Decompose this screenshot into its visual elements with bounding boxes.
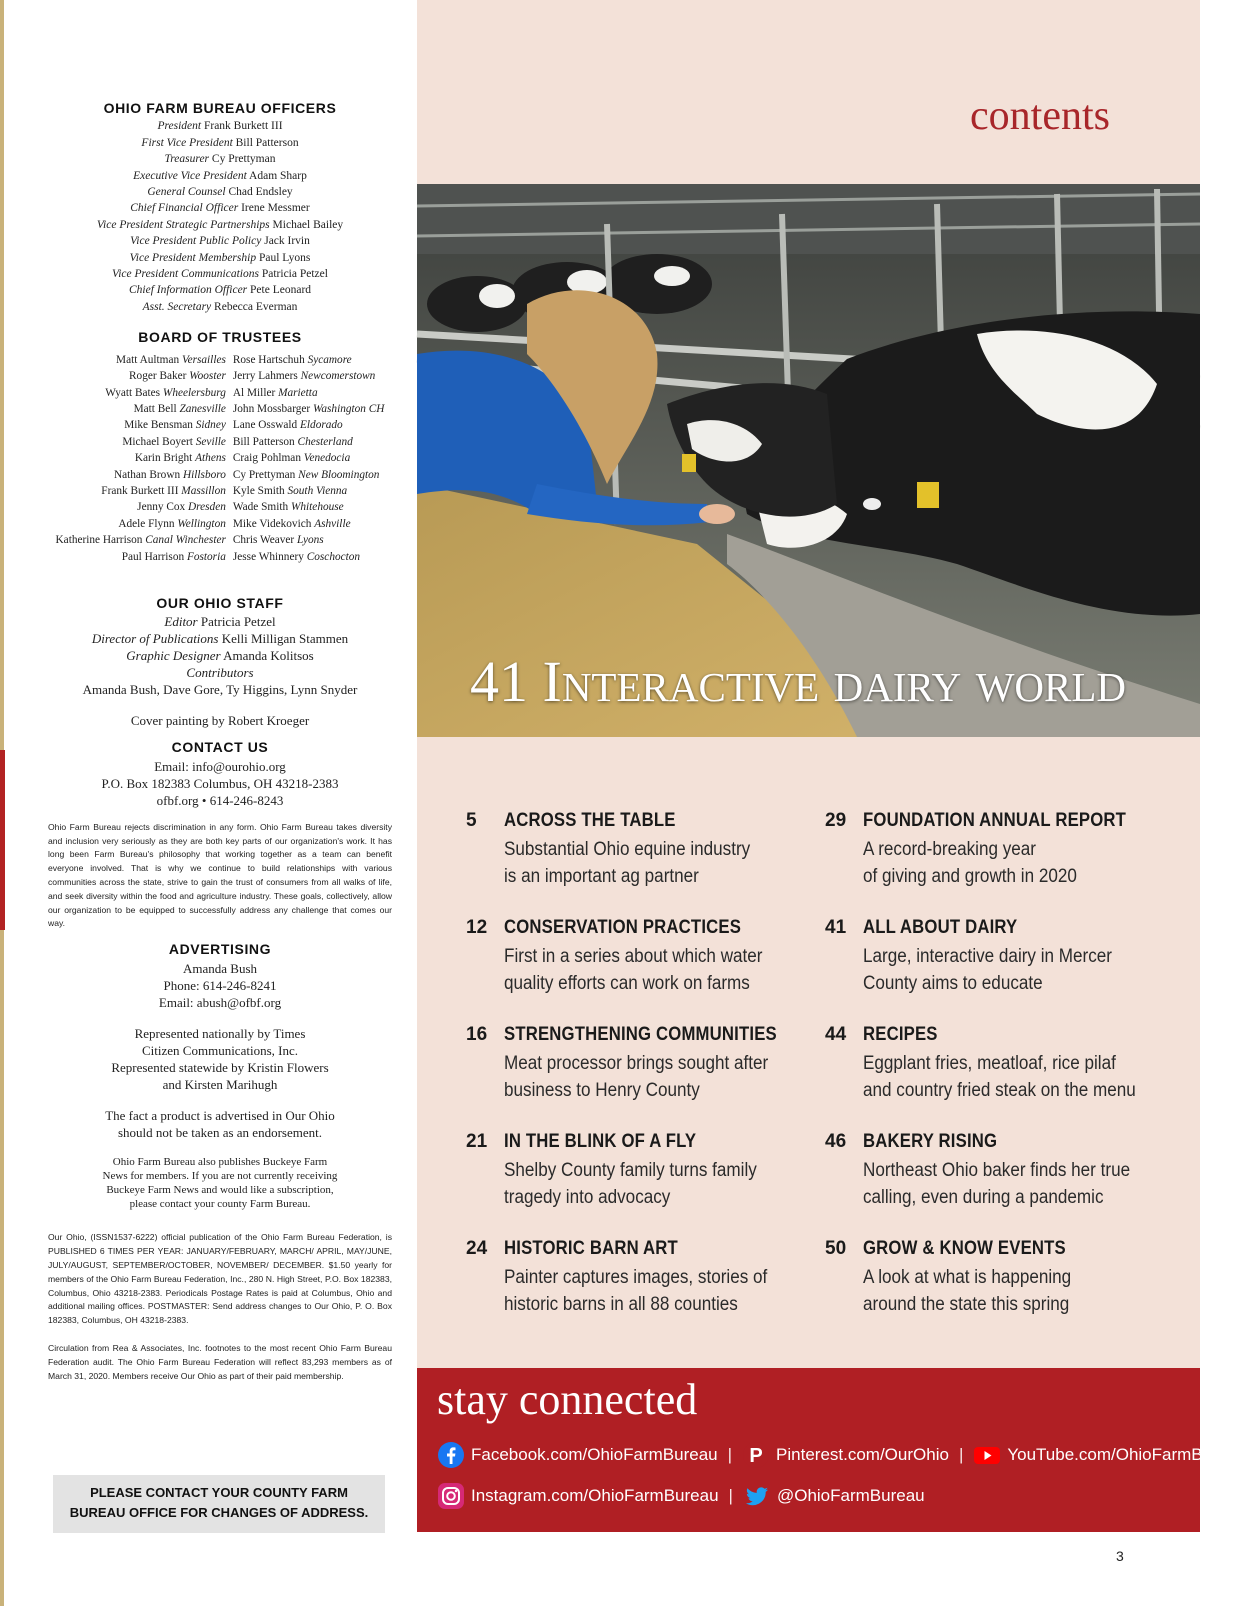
trustee-name: John Mossbarger: [232, 402, 311, 415]
toc-description: [504, 1264, 767, 1318]
toc-description: [863, 1264, 1071, 1318]
trustee-name: Chris Weaver: [232, 534, 295, 547]
toc-description: [504, 1050, 768, 1104]
photo-caption: [470, 648, 1126, 715]
toc-description-line: Northeast Ohio baker finds her true: [863, 1160, 1131, 1181]
toc-page-number: 16: [466, 1024, 488, 1045]
pubs-name: Kelli Milligan Stammen: [221, 631, 349, 647]
officers-list: [40, 118, 400, 315]
toc-description: [504, 943, 763, 997]
trustee-name: Wyatt Bates: [105, 386, 161, 399]
toc-description-line: A record-breaking year: [863, 839, 1036, 860]
trustee-name: Nathan Brown: [113, 468, 181, 481]
trustee-town: Lyons: [297, 534, 324, 547]
officer-line: [40, 233, 400, 249]
buckeye-line: News for members. If you are not currently receiving: [102, 1169, 338, 1182]
trustee-town: Eldorado: [300, 419, 343, 432]
youtube-link[interactable]: [973, 1441, 1246, 1469]
toc-description-line: is an important ag partner: [504, 866, 699, 887]
trustees-list: [40, 352, 400, 565]
notice-line: PLEASE CONTACT YOUR COUNTY FARM: [90, 1485, 348, 1500]
trustee-name: Wade Smith: [232, 501, 289, 514]
trustee-name: Craig Pohlman: [232, 452, 301, 465]
address-change-notice: [53, 1475, 385, 1533]
page-edge-accent: [0, 750, 5, 930]
trustee-entry: [56, 467, 226, 483]
facebook-icon: [437, 1441, 465, 1469]
buckeye-line: Buckeye Farm News and would like a subscription,: [106, 1183, 334, 1196]
officer-role: Executive Vice President: [133, 169, 247, 182]
toc-page-number: 41: [825, 917, 847, 938]
photo-caption-text: Interactive dairy world: [542, 649, 1127, 714]
trustee-town: Seville: [195, 435, 226, 448]
separator: |: [727, 1445, 733, 1464]
officer-name: Adam Sharp: [249, 169, 307, 182]
officer-name: Jack Irvin: [264, 235, 310, 248]
trustee-name: Paul Harrison: [121, 550, 185, 563]
endorsement-line: should not be taken as an endorsement.: [118, 1124, 322, 1140]
publication-statement: Our Ohio, (ISSN1537-6222) official publication of the Ohio Farm Bureau Federation, is PUBLISHED 6 TIMES PER YEAR: JANUARY/FEBRUARY, MARCH/ APRIL, MAY/JUNE, JULY/AUGUST, SEPTEMBER/OCTOBER, NOVEMBER/ DECEMBER. $1.50 yearly for members of the Ohio Farm Bureau Federation, Inc., 280 N. High Street, P.O. Box 182383, Columbus, Ohio 43218-2383. Periodicals Postage Rates is paid at Columbus, Ohio and additional mailing offices. POSTMASTER: Send address changes to Our Ohio, P. O. Box 182383, Columbus, OH 43218-2383.: [48, 1232, 392, 1326]
officer-line: [40, 250, 400, 266]
endorsement-line: The fact a product is advertised in Our Ohio: [105, 1107, 335, 1123]
trustee-entry: [56, 385, 226, 401]
trustee-entry: [56, 368, 226, 384]
twitter-icon: [743, 1482, 771, 1510]
toc-heading: IN THE BLINK OF A FLY: [504, 1131, 697, 1152]
toc-description: [504, 836, 750, 890]
trustee-entry: [56, 549, 226, 565]
social-row-2: [437, 1482, 925, 1510]
officer-name: Irene Messmer: [241, 202, 310, 215]
officer-line: [40, 299, 400, 315]
toc-description-line: Painter captures images, stories of: [504, 1267, 768, 1288]
contributors-label: Contributors: [186, 665, 254, 681]
trustee-entry: [56, 352, 226, 368]
notice-line: BUREAU OFFICE FOR CHANGES OF ADDRESS.: [69, 1505, 369, 1520]
officer-line: [40, 266, 400, 282]
advertising-title: ADVERTISING: [168, 941, 272, 958]
officers-title: OHIO FARM BUREAU OFFICERS: [103, 100, 337, 116]
trustee-town: Hillsboro: [182, 468, 226, 481]
advertising-block: [40, 960, 400, 1011]
trustee-entry: [56, 532, 226, 548]
trustee-name: Cy Prettyman: [232, 468, 296, 481]
toc-heading: HISTORIC BARN ART: [504, 1238, 678, 1259]
trustee-town: New Bloomington: [298, 468, 380, 481]
toc-description-line: Eggplant fries, meatloaf, rice pilaf: [863, 1053, 1116, 1074]
trustee-entry: [233, 434, 385, 450]
toc-description-line: A look at what is happening: [863, 1267, 1072, 1288]
trustee-town: Canal Winchester: [145, 534, 226, 547]
toc-page-number: 29: [825, 810, 847, 831]
toc-heading: RECIPES: [863, 1024, 938, 1045]
pinterest-label: Pinterest.com/OurOhio: [776, 1445, 949, 1464]
trustee-town: Ashville: [314, 517, 351, 530]
trustee-name: Bill Patterson: [232, 435, 295, 448]
toc-description: [863, 1050, 1136, 1104]
toc-description-line: quality efforts can work on farms: [504, 973, 750, 994]
trustee-entry: [233, 499, 385, 515]
photo-caption-number: 41: [470, 649, 528, 714]
toc-description-line: calling, even during a pandemic: [863, 1187, 1104, 1208]
toc-page-number: 44: [825, 1024, 847, 1045]
contact-address: P.O. Box 182383 Columbus, OH 43218-2383: [101, 775, 339, 791]
trustee-name: Rose Hartschuh: [232, 353, 305, 366]
stay-connected-title: stay connected: [437, 1375, 698, 1424]
trustee-entry: [233, 450, 385, 466]
instagram-link[interactable]: [437, 1482, 719, 1510]
trustee-town: Wellington: [177, 517, 226, 530]
instagram-icon: [437, 1482, 465, 1510]
trustee-town: Venedocia: [303, 452, 351, 465]
trustee-entry: [56, 401, 226, 417]
trustee-town: Washington CH: [313, 402, 385, 415]
trustees-right-column: [230, 352, 385, 565]
officer-role: President: [157, 120, 202, 133]
officer-name: Rebecca Everman: [214, 300, 298, 313]
officer-line: [40, 184, 400, 200]
trustee-entry: [56, 417, 226, 433]
represented-line: Represented statewide by Kristin Flowers: [111, 1059, 329, 1075]
trustee-town: Sidney: [195, 419, 226, 432]
represented-line: Citizen Communications, Inc.: [142, 1042, 298, 1058]
facebook-link[interactable]: [437, 1441, 718, 1469]
trustees-left-column: [56, 352, 230, 565]
toc-description: [504, 1157, 757, 1211]
trustee-town: Chesterland: [297, 435, 353, 448]
toc-page-number: 46: [825, 1131, 847, 1152]
instagram-label: Instagram.com/OhioFarmBureau: [471, 1486, 719, 1505]
toc-page-number: 24: [466, 1238, 488, 1259]
contact-block: [40, 758, 400, 809]
designer-role: Graphic Designer: [126, 648, 221, 664]
advertising-phone: Phone: 614-246-8241: [163, 977, 277, 993]
trustee-name: Karin Bright: [134, 452, 193, 465]
twitter-label: @OhioFarmBureau: [776, 1486, 925, 1505]
trustee-name: Jenny Cox: [137, 501, 186, 514]
trustee-town: Versailles: [181, 353, 226, 366]
officer-role: Vice President Communications: [112, 268, 259, 281]
toc-description-line: of giving and growth in 2020: [863, 866, 1077, 887]
toc-description: [863, 836, 1077, 890]
svg-text:P: P: [749, 1445, 763, 1467]
advertising-email: Email: abush@ofbf.org: [158, 994, 282, 1010]
trustee-name: Michael Boyert: [122, 435, 193, 448]
trustee-name: Roger Baker: [129, 370, 187, 383]
trustee-entry: [56, 499, 226, 515]
trustee-name: Matt Aultman: [116, 353, 180, 366]
officer-name: Bill Patterson: [235, 136, 299, 149]
toc-heading: BAKERY RISING: [863, 1131, 998, 1152]
trustee-name: Adele Flynn: [118, 517, 175, 530]
contact-email: Email: info@ourohio.org: [154, 758, 286, 774]
toc-heading: CONSERVATION PRACTICES: [504, 917, 742, 938]
editor-role: Editor: [164, 614, 198, 630]
pinterest-link[interactable]: [742, 1441, 949, 1469]
staff-title: OUR OHIO STAFF: [156, 594, 284, 611]
officer-name: Paul Lyons: [258, 251, 311, 264]
officer-name: Patricia Petzel: [261, 268, 328, 281]
trustee-town: Sycamore: [307, 353, 352, 366]
cover-credit: Cover painting by Robert Kroeger: [130, 713, 310, 729]
represented-line: Represented nationally by Times: [134, 1025, 306, 1041]
officer-name: Cy Prettyman: [211, 153, 276, 166]
officer-role: Treasurer: [164, 153, 210, 166]
trustee-town: Coschocton: [306, 550, 361, 563]
officer-role: Asst. Secretary: [142, 300, 212, 313]
separator: |: [728, 1486, 733, 1505]
trustee-town: Athens: [195, 452, 226, 465]
social-row-1: [437, 1441, 1246, 1469]
editor-name: Patricia Petzel: [200, 614, 276, 630]
trustee-name: Al Miller: [232, 386, 276, 399]
officer-line: [40, 200, 400, 216]
trustee-town: Whitehouse: [290, 501, 344, 514]
trustee-name: Katherine Harrison: [55, 534, 143, 547]
represented-line: and Kirsten Marihugh: [162, 1076, 278, 1092]
trustee-entry: [233, 368, 385, 384]
twitter-link[interactable]: [743, 1482, 925, 1510]
trustee-entry: [233, 532, 385, 548]
toc-description-line: First in a series about which water: [504, 946, 763, 967]
advertising-name: Amanda Bush: [182, 960, 258, 976]
officer-role: First Vice President: [141, 136, 233, 149]
contents-title: contents: [970, 93, 1110, 139]
buckeye-line: Ohio Farm Bureau also publishes Buckeye Farm: [112, 1155, 328, 1168]
trustee-name: Matt Bell: [133, 402, 177, 415]
trustee-name: Frank Burkett III: [101, 484, 179, 497]
youtube-label: YouTube.com/OhioFarmBureau: [1007, 1445, 1246, 1464]
officer-role: General Counsel: [147, 186, 226, 199]
circulation-statement: Circulation from Rea & Associates, Inc. footnotes to the most recent Ohio Farm Bureau Federation audit. The Ohio Farm Bureau Federation will reflect 83,293 members as of March 31, 2020. Members receive Our Ohio as part of their paid membership.: [48, 1342, 392, 1381]
trustee-entry: [56, 516, 226, 532]
trustee-town: Marietta: [278, 386, 318, 399]
trustee-entry: [56, 450, 226, 466]
toc-heading: ACROSS THE TABLE: [504, 810, 676, 831]
contact-title: CONTACT US: [171, 739, 269, 756]
youtube-icon: [973, 1441, 1001, 1469]
officer-name: Chad Endsley: [228, 186, 293, 199]
trustee-entry: [233, 417, 385, 433]
buckeye-block: [40, 1155, 400, 1212]
toc-description-line: historic barns in all 88 counties: [504, 1294, 738, 1315]
toc-description-line: and country fried steak on the menu: [863, 1080, 1136, 1101]
diversity-statement: Ohio Farm Bureau rejects discrimination in any form. Ohio Farm Bureau takes diversity and inclusion very seriously as they are both key parts of our organization's work. It has long been Farm Bureau's philosophy that working together as a team can benefit everyone involved. That is why we continue to build relationships with various communities across the state, strive to gain the trust of consumers from all walks of life, and seek diversity within the food and agriculture industry. These goals, collectively, allow our organization to be equipped to successfully address any challenge that comes our way.: [48, 821, 392, 929]
trustee-town: Wheelersburg: [162, 386, 226, 399]
trustee-entry: [56, 483, 226, 499]
toc-description-line: Shelby County family turns family: [504, 1160, 757, 1181]
trustee-entry: [233, 516, 385, 532]
toc-heading: ALL ABOUT DAIRY: [863, 917, 1018, 938]
officer-line: [40, 168, 400, 184]
officer-name: Frank Burkett III: [203, 120, 283, 133]
toc-heading: GROW & KNOW EVENTS: [863, 1238, 1066, 1259]
endorsement-block: [40, 1107, 400, 1141]
page-number: 3: [1116, 1548, 1124, 1564]
officer-role: Chief Information Officer: [128, 284, 248, 297]
buckeye-line: please contact your county Farm Bureau.: [129, 1198, 311, 1211]
ear-tag-icon: [917, 482, 939, 508]
facebook-label: Facebook.com/OhioFarmBureau: [471, 1445, 718, 1464]
trustee-entry: [233, 352, 385, 368]
toc-description-line: tragedy into advocacy: [504, 1187, 671, 1208]
toc-page-number: 12: [466, 917, 488, 938]
toc-heading: FOUNDATION ANNUAL REPORT: [863, 810, 1127, 831]
trustee-entry: [233, 385, 385, 401]
trustee-entry: [233, 401, 385, 417]
officer-name: Pete Leonard: [250, 284, 312, 297]
toc-description-line: Large, interactive dairy in Mercer: [863, 946, 1113, 967]
trustee-town: Dresden: [188, 501, 226, 514]
toc-description-line: Substantial Ohio equine industry: [504, 839, 751, 860]
toc-page-number: 50: [825, 1238, 847, 1259]
officer-line: [40, 135, 400, 151]
toc-page-number: 21: [466, 1131, 488, 1152]
trustee-name: Lane Osswald: [232, 419, 298, 432]
officer-line: [40, 118, 400, 134]
pubs-role: Director of Publications: [91, 631, 219, 647]
trustee-name: Mike Videkovich: [232, 517, 312, 530]
trustee-town: Newcomerstown: [300, 370, 376, 383]
trustee-town: Fostoria: [186, 550, 226, 563]
trustee-name: Jerry Lahmers: [232, 370, 298, 383]
contact-web-phone: ofbf.org • 614-246-8243: [156, 792, 284, 808]
trustee-town: Zanesville: [179, 402, 226, 415]
trustee-town: South Vienna: [287, 484, 348, 497]
officer-line: [40, 151, 400, 167]
toc-description-line: around the state this spring: [863, 1294, 1070, 1315]
masthead-column: [40, 100, 400, 1383]
officer-name: Michael Bailey: [272, 218, 344, 231]
trustee-town: Wooster: [189, 370, 226, 383]
trustee-entry: [56, 434, 226, 450]
trustee-entry: [233, 467, 385, 483]
toc-page-number: 5: [466, 810, 477, 831]
trustee-town: Massillon: [181, 484, 226, 497]
contributors-names: Amanda Bush, Dave Gore, Ty Higgins, Lynn Snyder: [82, 682, 358, 698]
toc-description-line: County aims to educate: [863, 973, 1043, 994]
trustees-title: BOARD OF TRUSTEES: [138, 329, 302, 346]
officer-role: Vice President Strategic Partnerships: [96, 218, 270, 231]
trustee-name: Kyle Smith: [232, 484, 285, 497]
designer-name: Amanda Kolitsos: [223, 648, 314, 664]
toc-heading: STRENGTHENING COMMUNITIES: [504, 1024, 777, 1045]
trustee-entry: [233, 549, 385, 565]
toc-description: [863, 943, 1112, 997]
officer-line: [40, 282, 400, 298]
separator: |: [958, 1445, 964, 1464]
officer-line: [40, 217, 400, 233]
officer-role: Vice President Public Policy: [130, 235, 262, 248]
toc-description-line: business to Henry County: [504, 1080, 700, 1101]
pinterest-icon: [742, 1441, 770, 1469]
represented-block: [40, 1025, 400, 1093]
toc-description: [863, 1157, 1130, 1211]
officer-role: Chief Financial Officer: [130, 202, 239, 215]
trustee-entry: [233, 483, 385, 499]
officer-role: Vice President Membership: [129, 251, 257, 264]
trustee-name: Mike Bensman: [124, 419, 193, 432]
toc-description-line: Meat processor brings sought after: [504, 1053, 769, 1074]
stay-connected-band: [417, 1368, 1246, 1532]
staff-block: [40, 613, 400, 729]
trustee-name: Jesse Whinnery: [232, 550, 304, 563]
